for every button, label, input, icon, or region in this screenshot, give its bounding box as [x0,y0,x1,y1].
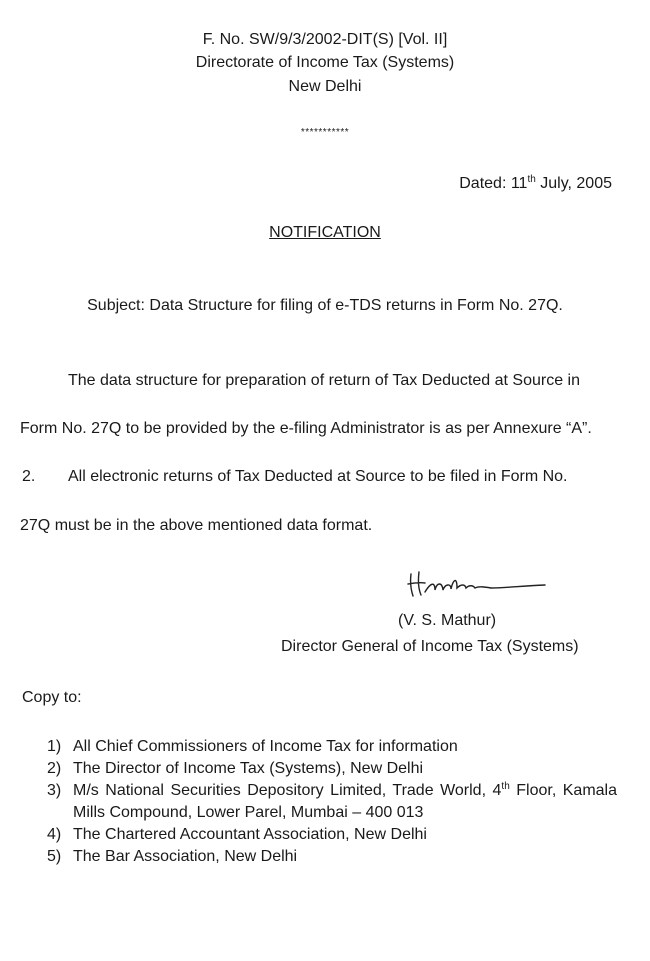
list-item-text-part-a: M/s National Securities Depository Limited, Trade World, 4 [73,782,502,799]
date-suffix: July, 2005 [535,175,612,192]
date-prefix: Dated: 11 [459,175,528,192]
list-item-text: The Chartered Accountant Association, New Delhi [73,826,427,843]
list-item-text: All Chief Commissioners of Income Tax for information [73,738,458,755]
list-item-text: The Bar Association, New Delhi [73,848,298,865]
paragraph-1-line-1: The data structure for preparation of return of Tax Deducted at Source in [68,372,580,389]
signatory-name: (V. S. Mathur) [398,612,497,629]
list-item-number: 5) [47,848,62,865]
notification-title: NOTIFICATION [269,224,381,241]
list-item [47,846,617,868]
list-item-text-part-b: Floor, Kamala Mills Compound, Lower Parel, Mumbai – 400 013 [73,782,618,821]
date-line [459,175,612,193]
paragraph-2-line-2: 27Q must be in the above mentioned data format. [20,517,373,534]
date-ordinal: th [527,174,536,185]
city-name: New Delhi [288,78,362,95]
subject-line: Subject: Data Structure for filing of e-TDS returns in Form No. 27Q. [87,297,563,314]
separator-stars: *********** [300,127,350,138]
paragraph-2-line-1: All electronic returns of Tax Deducted at Source to be filed in Form No. [68,468,568,485]
directorate-name: Directorate of Income Tax (Systems) [195,54,455,71]
list-item [47,780,617,824]
signatory-title: Director General of Income Tax (Systems) [281,638,579,655]
list-item [47,758,617,780]
floor-ordinal: th [501,781,510,792]
copy-to-list [47,736,617,868]
list-item-number: 4) [47,826,62,843]
list-item-number: 1) [47,738,62,755]
handwritten-signature [405,568,565,604]
paragraph-2-number: 2. [22,468,36,485]
list-item-text [73,780,617,824]
list-item-number: 3) [47,782,62,799]
list-item-text: The Director of Income Tax (Systems), New Delhi [73,760,424,777]
paragraph-1-line-2: Form No. 27Q to be provided by the e-filing Administrator is as per Annexure “A”. [20,420,592,437]
file-number: F. No. SW/9/3/2002-DIT(S) [Vol. II] [202,31,448,48]
list-item-number: 2) [47,760,62,777]
list-item [47,824,617,846]
list-item [47,736,617,758]
copy-to-label: Copy to: [22,689,82,706]
